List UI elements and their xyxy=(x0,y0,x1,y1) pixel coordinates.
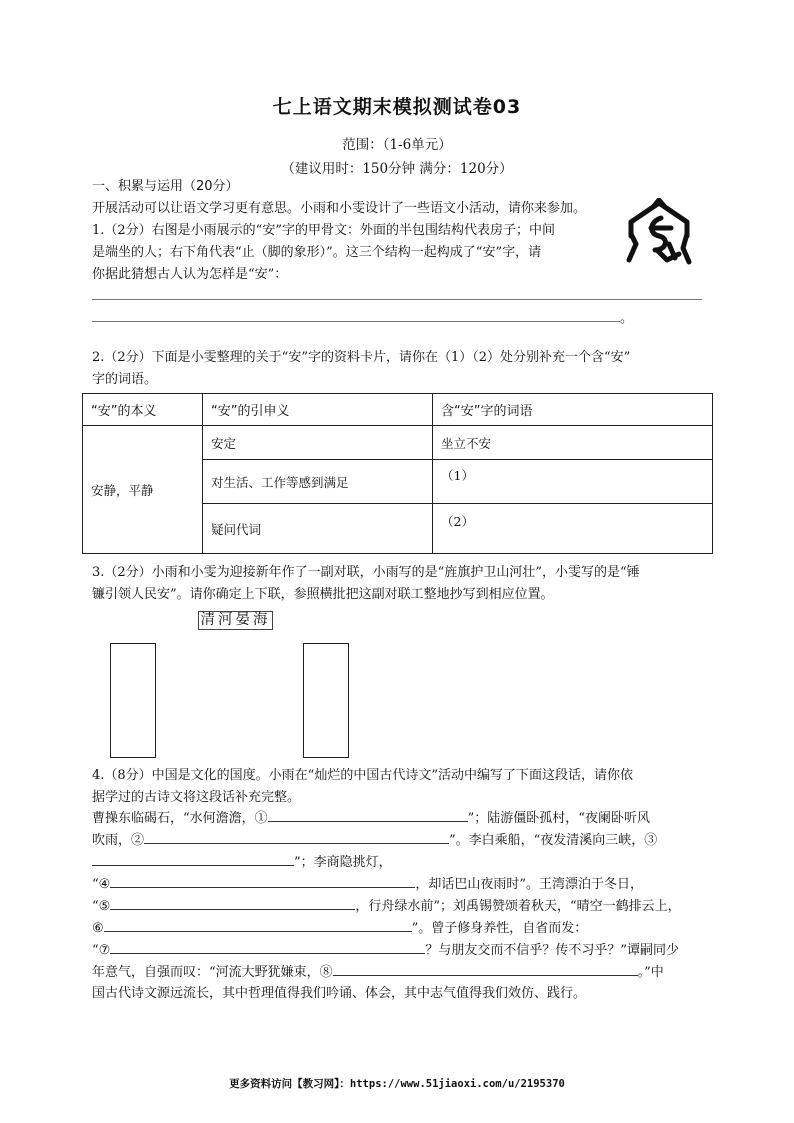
table-cell: 坐立不安 xyxy=(433,426,713,460)
blank-5[interactable] xyxy=(110,895,355,910)
footer-link[interactable]: 更多资料访问【教习网】：https://www.51jiaoxi.com/u/2195370 xyxy=(229,1078,565,1090)
poem-text: ，却话巴山夜雨时”。王湾漂泊于冬日， xyxy=(415,877,643,892)
table-cell: 安定 xyxy=(203,426,433,460)
q1-text-line-3: 你据此猜想古人认为怎样是“安”： xyxy=(92,267,288,282)
blank-2[interactable] xyxy=(144,829,449,844)
q4-text-line-2: 据学过的古诗文将这段话补充完整。 xyxy=(92,790,301,805)
poem-text: ，行舟绿水前”；刘禹锡赞颂着秋天，“晴空一鹤排云上， xyxy=(355,899,681,914)
q1-answer-line-1[interactable] xyxy=(92,299,702,300)
intro-text: 开展活动可以让语文学习更有意思。小雨和小雯设计了一些语文小活动，请你来参加。 xyxy=(92,201,587,216)
q2-text-line-2: 字的词语。 xyxy=(92,372,158,387)
couplet-box-right[interactable] xyxy=(303,643,349,758)
q3-text-line-1: 3.（2分）小雨和小雯为迎接新年作了一副对联，小雨写的是“旌旗护卫山河壮”，小雯写的是“锤 xyxy=(92,565,640,580)
q4-poem-line-1 xyxy=(92,807,650,830)
q4-poem-line-4 xyxy=(92,873,643,896)
poem-text: ”。李白乘船，“夜发清溪向三峡，③ xyxy=(449,833,658,848)
q1-answer-line-2[interactable] xyxy=(92,321,620,322)
table-header: “安”的引申义 xyxy=(203,394,433,426)
blank-4[interactable] xyxy=(110,873,415,888)
poem-text: ”；李商隐挑灯， xyxy=(294,855,392,870)
blank-7[interactable] xyxy=(110,939,425,954)
q4-poem-line-7 xyxy=(92,939,679,962)
q4-poem-line-3 xyxy=(92,851,392,874)
q3-text-line-2: 镰引领人民安”。请你确定上下联，参照横批把这副对联工整地抄写到相应位置。 xyxy=(92,587,554,602)
poem-text: “⑤ xyxy=(92,899,111,914)
q2-text-line-1: 2.（2分）下面是小雯整理的关于“安”字的资料卡片，请你在（1）（2）处分别补充一个含“安” xyxy=(92,350,631,365)
poem-text: “④ xyxy=(92,877,111,892)
blank-6[interactable] xyxy=(104,917,412,932)
poem-text: ”。曾子修身养性，自省而发： xyxy=(411,921,588,936)
blank-8[interactable] xyxy=(333,961,638,976)
blank-1[interactable] xyxy=(268,807,468,822)
poem-text: 年意气，自强而叹：“河流大野犹嫌束，⑧ xyxy=(92,965,333,980)
answer-cell-2[interactable]: （2） xyxy=(433,504,713,554)
couplet-banner: 清河晏海 xyxy=(198,611,273,630)
q4-poem-line-5 xyxy=(92,895,681,918)
poem-text: 曹操东临碣石，“水何澹澹，① xyxy=(92,811,268,826)
poem-text: “⑦ xyxy=(92,943,111,958)
section-heading: 一、积累与运用（20分） xyxy=(92,179,239,194)
q1-text-line-1: 1.（2分）右图是小雨展示的“安”字的甲骨文：外面的半包围结构代表房子；中间 xyxy=(92,223,555,238)
q4-poem-line-6 xyxy=(92,917,587,940)
q1-period: 。 xyxy=(620,311,634,326)
poem-text: 。”中 xyxy=(637,965,664,980)
poem-text: ”；陆游僵卧孤村，“夜阑卧听风 xyxy=(467,811,650,826)
poem-text: ⑥ xyxy=(92,921,104,936)
page-title: 七上语文期末模拟测试卷03 xyxy=(272,96,522,118)
table-cell-origin: 安静，平静 xyxy=(83,426,203,554)
table-header: 含“安”字的词语 xyxy=(433,394,713,426)
time-score-text: （建议用时：150分钟 满分：120分） xyxy=(281,161,513,177)
blank-3[interactable] xyxy=(92,851,294,866)
couplet-box-left[interactable] xyxy=(110,643,156,758)
an-character-card-table xyxy=(82,393,713,554)
poem-text: 吹雨，② xyxy=(92,833,145,848)
table-cell: 对生活、工作等感到满足 xyxy=(203,460,433,504)
poem-text: ？与朋友交而不信乎？传不习乎？”谭嗣同少 xyxy=(425,943,679,958)
scope-text: 范围：（1-6单元） xyxy=(342,137,452,153)
answer-cell-1[interactable]: （1） xyxy=(433,460,713,504)
q4-text-line-1: 4.（8分）中国是文化的国度。小雨在“灿烂的中国古代诗文”活动中编写了下面这段话，请你依 xyxy=(92,768,633,783)
table-cell: 疑问代词 xyxy=(203,504,433,554)
q4-poem-line-9: 国古代诗文源远流长，其中哲理值得我们吟诵、体会，其中志气值得我们效仿、践行。 xyxy=(92,986,587,1001)
q4-poem-line-8 xyxy=(92,961,664,984)
table-header: “安”的本义 xyxy=(83,394,203,426)
q1-text-line-2: 是端坐的人；右下角代表“止（脚的象形）”。这三个结构一起构成了“安”字，请 xyxy=(92,245,542,260)
oracle-bone-an-icon xyxy=(625,198,693,268)
q4-poem-line-2 xyxy=(92,829,657,852)
